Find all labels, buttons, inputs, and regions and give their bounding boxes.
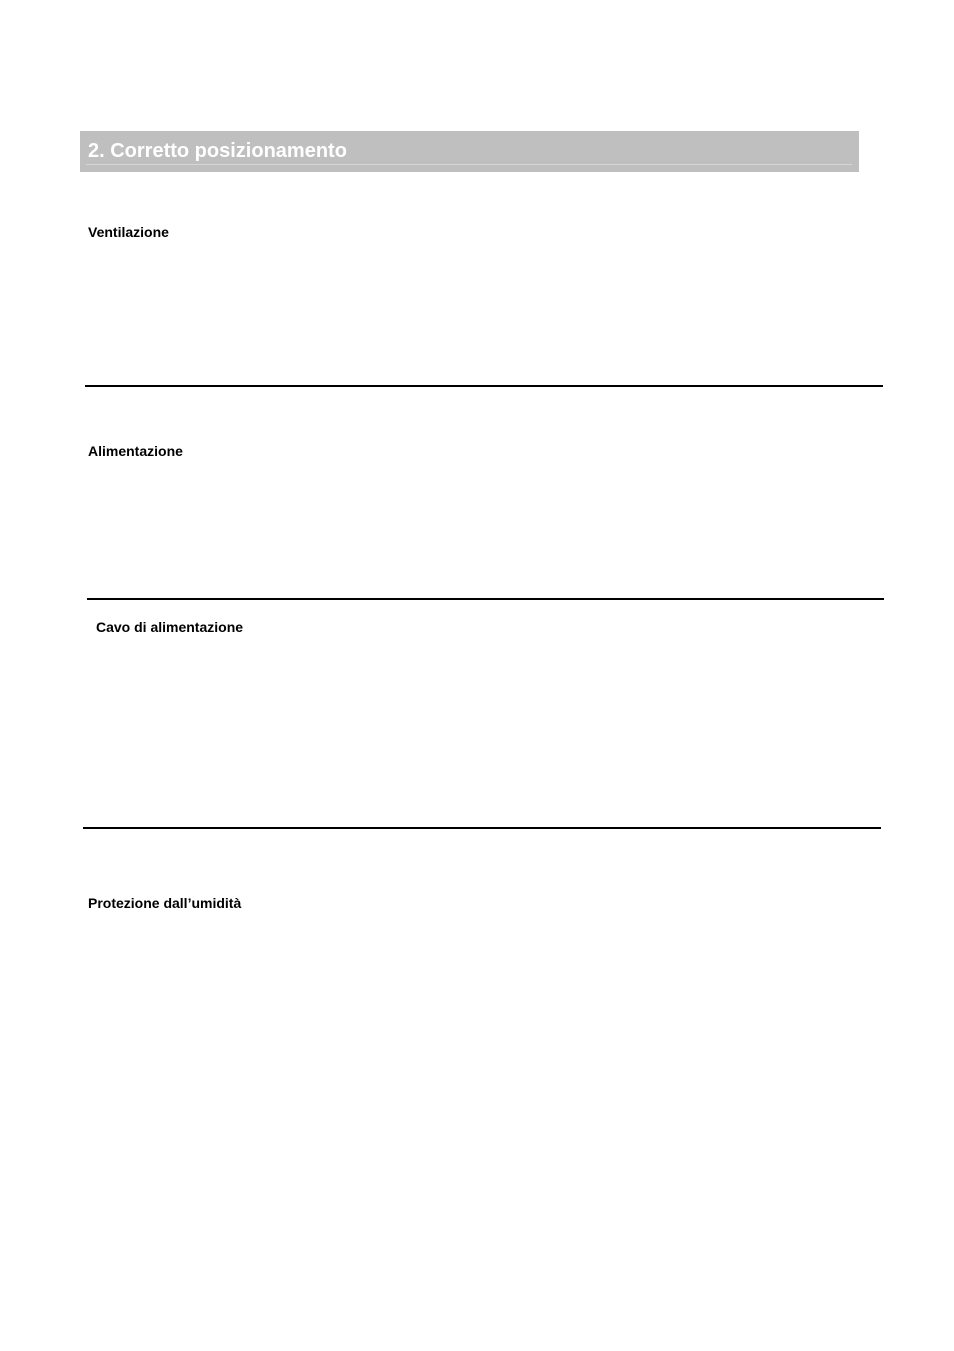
subheading-ventilazione: Ventilazione xyxy=(88,224,169,240)
divider-1 xyxy=(85,385,883,387)
divider-2 xyxy=(87,598,884,600)
section-header xyxy=(80,131,859,172)
subheading-alimentazione: Alimentazione xyxy=(88,443,183,459)
subheading-cavo-di-alimentazione: Cavo di alimentazione xyxy=(96,619,244,635)
section-title: 2. Corretto posizionamento xyxy=(88,140,347,162)
divider-3 xyxy=(83,827,881,829)
subheading-protezione-umidita: Protezione dall’umidità xyxy=(88,895,242,911)
section-title-underline xyxy=(86,164,852,165)
